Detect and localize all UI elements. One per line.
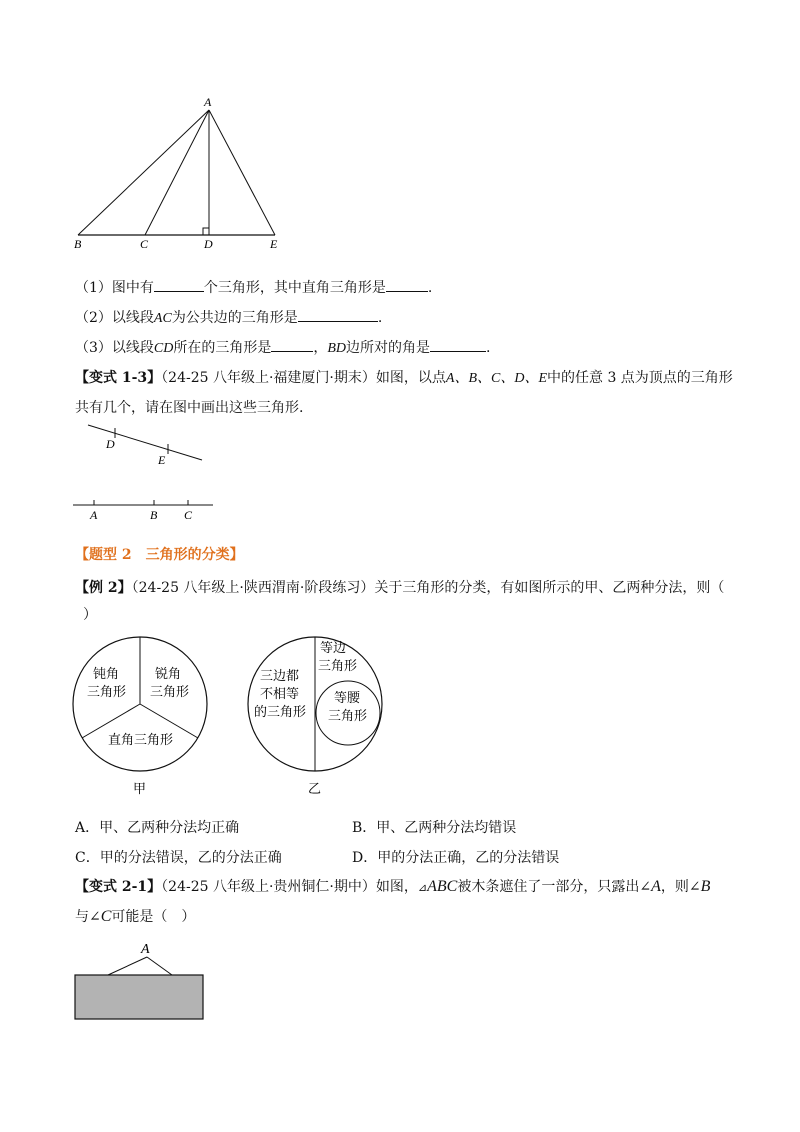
variant-1-3-text-a: （24-25 八年级上·福建厦门·期末）如图，以点 — [161, 370, 446, 386]
example-2-line2 — [83, 605, 97, 625]
q1-part3-text-b: 所在的三角形是 — [173, 340, 272, 356]
variant-1-3-line1 — [75, 368, 733, 389]
yi-scalene-line1: 三边都 — [260, 669, 300, 684]
variant-tag: 【变式 1-3】 — [75, 370, 162, 386]
diagram-jia — [73, 637, 207, 797]
label-d: D — [106, 437, 115, 451]
variant-2-1-line2 — [75, 907, 195, 927]
variant-2-1-text-c: ，则 — [660, 879, 689, 895]
q1-part1-text-b: 个三角形，其中直角三角形是 — [203, 280, 386, 296]
label-a: A — [141, 942, 150, 957]
triangle-symbol: ⊿ — [417, 881, 428, 894]
jia-acute-line2: 三角形 — [150, 685, 190, 700]
option-c[interactable]: C．甲的分法错误，乙的分法正确 — [75, 850, 282, 866]
q1-part2-text-b: 为公共边的三角形是 — [171, 310, 298, 326]
variant-2-1-text-a: （24-25 八年级上·贵州铜仁·期中）如图， — [161, 879, 418, 895]
yi-caption: 乙 — [308, 782, 322, 797]
diagram-yi — [248, 637, 382, 797]
variant-1-3-line2 — [75, 398, 303, 418]
yi-scalene-line2: 不相等 — [260, 687, 300, 702]
q1-part1-text-a: （1）图中有 — [75, 280, 154, 296]
variant-2-1-line1 — [75, 877, 710, 898]
label-d: D — [204, 237, 213, 251]
q1-part3-segment-bd: BD — [327, 341, 347, 356]
label-c: C — [140, 237, 149, 251]
figure-classification — [70, 630, 390, 800]
label-e: E — [270, 237, 278, 251]
figure-covered-triangle — [70, 935, 210, 1025]
variant-1-3-text-c: 共有几个，请在图中画出这些三角形. — [75, 400, 304, 416]
answer-blank — [271, 337, 313, 352]
answer-blank — [386, 277, 428, 292]
segment-ac — [145, 110, 209, 235]
variant-tag: 【变式 2-1】 — [75, 879, 162, 895]
example-2-text-a: （24-25 八年级上·陕西渭南·阶段练习）关于三角形的分类，有如图所示的甲、乙两种分法，则（ — [131, 580, 725, 596]
jia-acute-line1: 锐角 — [155, 667, 182, 682]
angle-b: B — [700, 878, 711, 895]
answer-blank — [430, 337, 486, 352]
label-a: A — [204, 95, 212, 109]
example-2-line1 — [75, 578, 724, 598]
section-title: 【题型 2 三角形的分类】 — [75, 547, 244, 563]
q1-part3-segment-cd: CD — [153, 341, 174, 356]
label-c: C — [184, 508, 193, 522]
label-b: B — [150, 508, 158, 522]
angle-c: C — [100, 908, 112, 925]
segment-ab — [108, 957, 147, 975]
yi-equi-line1: 等边 — [320, 641, 347, 656]
answer-blank — [154, 277, 204, 292]
variant-1-3-points: A、B、C、D、E — [445, 371, 547, 386]
angle-a: A — [651, 878, 661, 895]
variant-2-1-text-b: 被木条遮住了一部分，只露出 — [457, 879, 640, 895]
q1-part1-text-c: . — [427, 280, 433, 296]
jia-obtuse-line2: 三角形 — [87, 685, 127, 700]
q1-part2-segment: AC — [153, 311, 172, 326]
option-d[interactable]: D．甲的分法正确，乙的分法错误 — [352, 850, 560, 866]
label-a: A — [90, 508, 98, 522]
variant-2-1-text-d: 与 — [75, 909, 89, 925]
segment-ae — [209, 110, 275, 235]
label-b: B — [74, 237, 82, 251]
label-e: E — [158, 453, 166, 467]
example-tag: 【例 2】 — [75, 580, 132, 596]
yi-scalene-line3: 的三角形 — [254, 705, 307, 720]
q1-part1 — [75, 277, 432, 298]
figure-triangle-altitude — [70, 92, 290, 252]
q1-part3-text-d: 边所对的角是 — [346, 340, 431, 356]
jia-caption: 甲 — [133, 782, 147, 797]
option-a[interactable]: A．甲、乙两种分法均正确 — [75, 820, 240, 836]
variant-1-3-text-b: 中的任意 3 点为顶点的三角形 — [547, 370, 733, 386]
jia-right: 直角三角形 — [108, 733, 174, 748]
wooden-strip — [75, 975, 203, 1019]
segment-ab — [78, 110, 209, 235]
variant-2-1-text-e: 可能是（ ） — [111, 909, 196, 925]
figure-points-lines — [70, 420, 220, 525]
q1-part3-text-a: （3）以线段 — [75, 340, 154, 356]
angle-symbol: ∠ — [89, 909, 101, 925]
jia-obtuse-line1: 钝角 — [93, 667, 120, 682]
q1-part3-text-c: ， — [313, 340, 328, 356]
yi-equi-line2: 三角形 — [318, 659, 358, 674]
example-2-text-b: ） — [83, 607, 97, 623]
segment-ac — [147, 957, 172, 975]
answer-blank — [298, 307, 378, 322]
right-angle-mark — [203, 228, 209, 235]
yi-iso-line1: 等腰 — [334, 691, 361, 706]
option-b[interactable]: B．甲、乙两种分法均错误 — [352, 820, 517, 836]
q1-part2-text-c: . — [377, 310, 383, 326]
q1-part2-text-a: （2）以线段 — [75, 310, 154, 326]
angle-symbol: ∠ — [639, 879, 652, 895]
q1-part2 — [75, 307, 382, 329]
q1-part3 — [75, 337, 491, 359]
yi-iso-line2: 三角形 — [328, 709, 368, 724]
triangle-name: ABC — [427, 878, 458, 895]
angle-symbol: ∠ — [688, 879, 701, 895]
q1-part3-text-e: . — [486, 340, 491, 356]
